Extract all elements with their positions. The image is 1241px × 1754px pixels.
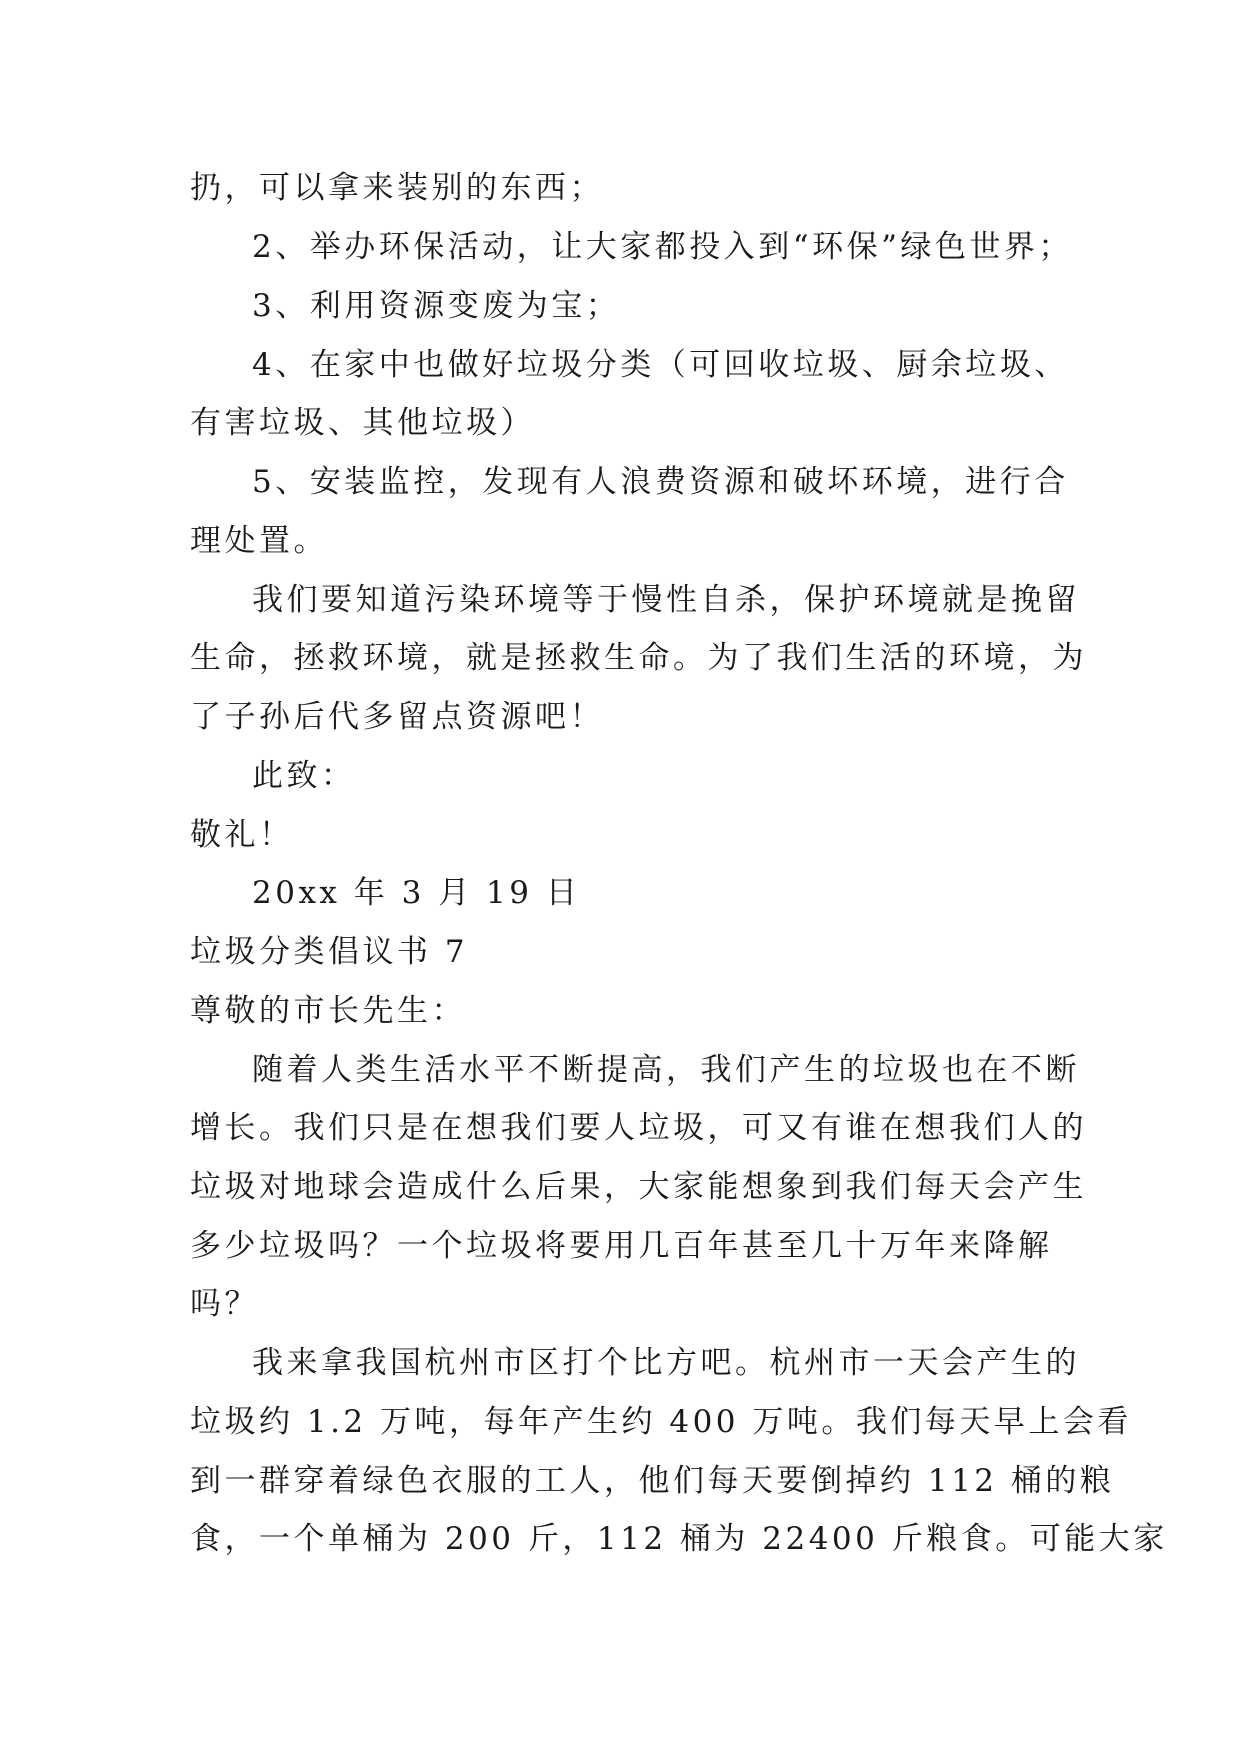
text-line: 理处置。 (190, 523, 328, 559)
section-title: 垃圾分类倡议书 7 (190, 934, 469, 970)
paragraph-line: 食，一个单桶为 200 斤，112 桶为 22400 斤粮食。可能大家 (190, 1521, 1168, 1557)
list-item-3: 3、利用资源变废为宝； (252, 288, 621, 324)
list-item-4: 4、在家中也做好垃圾分类（可回收垃圾、厨余垃圾、 (252, 347, 1069, 383)
letter-greeting: 尊敬的市长先生： (190, 993, 466, 1029)
paragraph-line: 吗？ (190, 1286, 259, 1322)
closing-regards: 敬礼！ (190, 817, 294, 853)
date-line: 20xx 年 3 月 19 日 (252, 875, 581, 911)
text-line: 有害垃圾、其他垃圾） (190, 405, 535, 441)
paragraph-line: 垃圾对地球会造成什么后果，大家能想象到我们每天会产生 (190, 1169, 1087, 1205)
list-item-2: 2、举办环保活动，让大家都投入到“环保”绿色世界； (252, 229, 1073, 265)
paragraph-line: 随着人类生活水平不断提高，我们产生的垃圾也在不断 (252, 1052, 1080, 1088)
text-line: 扔，可以拿来装别的东西； (190, 170, 604, 206)
paragraph-line: 多少垃圾吗？一个垃圾将要用几百年甚至几十万年来降解 (190, 1228, 1053, 1264)
list-item-5: 5、安装监控，发现有人浪费资源和破坏环境，进行合 (252, 464, 1069, 500)
paragraph-line: 我们要知道污染环境等于慢性自杀，保护环境就是挽留 (252, 582, 1080, 618)
paragraph-line: 了子孙后代多留点资源吧！ (190, 699, 604, 735)
paragraph-line: 增长。我们只是在想我们要人垃圾，可又有谁在想我们人的 (190, 1110, 1087, 1146)
paragraph-line: 垃圾约 1.2 万吨，每年产生约 400 万吨。我们每天早上会看 (190, 1404, 1132, 1440)
closing-salutation: 此致： (252, 758, 356, 794)
paragraph-line: 到一群穿着绿色衣服的工人，他们每天要倒掉约 112 桶的粮 (190, 1463, 1115, 1499)
paragraph-line: 生命，拯救环境，就是拯救生命。为了我们生活的环境，为 (190, 640, 1087, 676)
paragraph-line: 我来拿我国杭州市区打个比方吧。杭州市一天会产生的 (252, 1345, 1080, 1381)
